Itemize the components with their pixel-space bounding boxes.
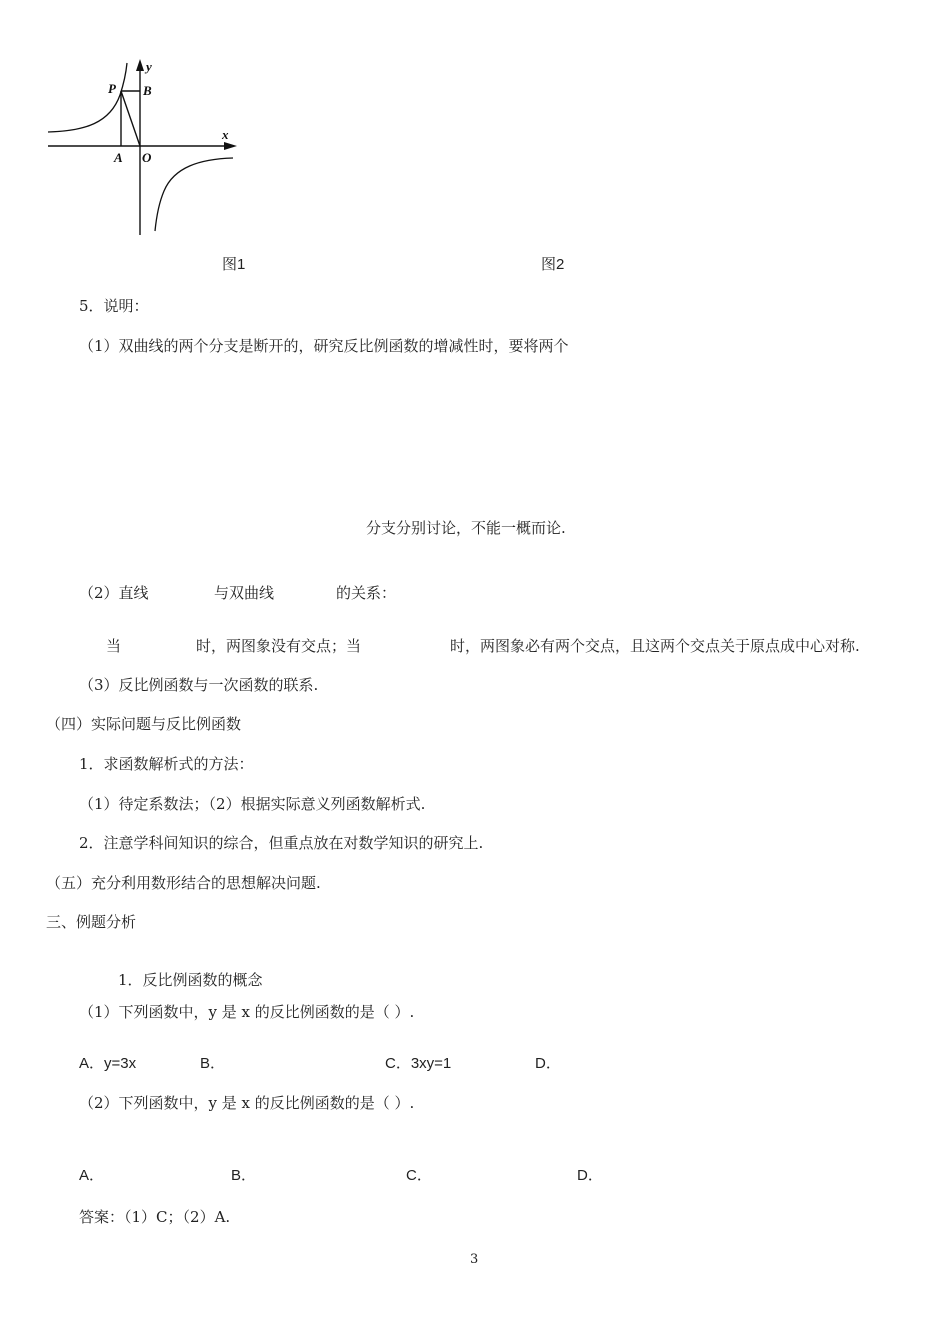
note3: （3）反比例函数与一次函数的联系. — [79, 676, 319, 694]
q2-option-b: B． — [231, 1167, 257, 1184]
section5-heading: （五）充分利用数形结合的思想解决问题. — [46, 874, 321, 892]
q2-option-c: C． — [406, 1167, 432, 1184]
note1-line1: （1）双曲线的两个分支是断开的，研究反比例函数的增减性时，要将两个 — [79, 337, 569, 355]
figure1-caption: 图1 — [222, 256, 246, 273]
note2-part-b: 与双曲线 — [214, 584, 275, 602]
condition-end: 时，两图象必有两个交点，且这两个交点关于原点成中心对称. — [450, 637, 860, 655]
section4-point2: 2．注意学科间知识的综合，但重点放在对数学知识的研究上. — [79, 834, 484, 852]
section4-point1: 1．求函数解析式的方法： — [79, 755, 254, 773]
section4-heading: （四）实际问题与反比例函数 — [46, 715, 242, 733]
hyperbola-branch-right — [155, 158, 233, 231]
notes-heading: 5．说明： — [79, 297, 149, 315]
q2-option-a: A． — [79, 1167, 105, 1184]
q1-option-b: B． — [200, 1055, 226, 1072]
segment-PO — [121, 91, 140, 146]
label-y: y — [146, 59, 152, 74]
figure2-caption: 图2 — [541, 256, 565, 273]
note2-part-c: 的关系： — [336, 584, 397, 602]
condition-middle: 时，两图象没有交点；当 — [196, 637, 362, 655]
q2-option-d: D． — [577, 1167, 603, 1184]
hyperbola-figure — [40, 55, 245, 240]
q1-option-c: C．3xy=1 — [385, 1055, 452, 1072]
question1: （1）下列函数中，y 是 x 的反比例函数的是（ ）. — [79, 1003, 415, 1021]
page-number: 3 — [470, 1252, 479, 1267]
x-axis-arrow — [224, 142, 237, 150]
topic1-heading: 1．反比例函数的概念 — [118, 971, 263, 989]
label-P: P — [108, 81, 116, 96]
note2-part-a: （2）直线 — [79, 584, 149, 602]
note1-line2: 分支分别讨论，不能一概而论. — [366, 519, 566, 537]
q1-option-d: D． — [535, 1055, 561, 1072]
label-A: A — [114, 150, 123, 165]
answer-line: 答案：（1）C；（2）A. — [79, 1208, 231, 1226]
label-x: x — [222, 127, 229, 142]
q1-option-a: A．y=3x — [79, 1055, 137, 1072]
label-O: O — [142, 150, 152, 165]
section3-heading: 三、例题分析 — [46, 913, 137, 931]
question2: （2）下列函数中，y 是 x 的反比例函数的是（ ）. — [79, 1094, 415, 1112]
label-B: B — [143, 83, 152, 98]
condition-when-1: 当 — [106, 637, 122, 655]
y-axis-arrow — [136, 59, 144, 71]
section4-point1-detail: （1）待定系数法；（2）根据实际意义列函数解析式. — [79, 795, 426, 813]
hyperbola-branch-left — [48, 63, 127, 132]
